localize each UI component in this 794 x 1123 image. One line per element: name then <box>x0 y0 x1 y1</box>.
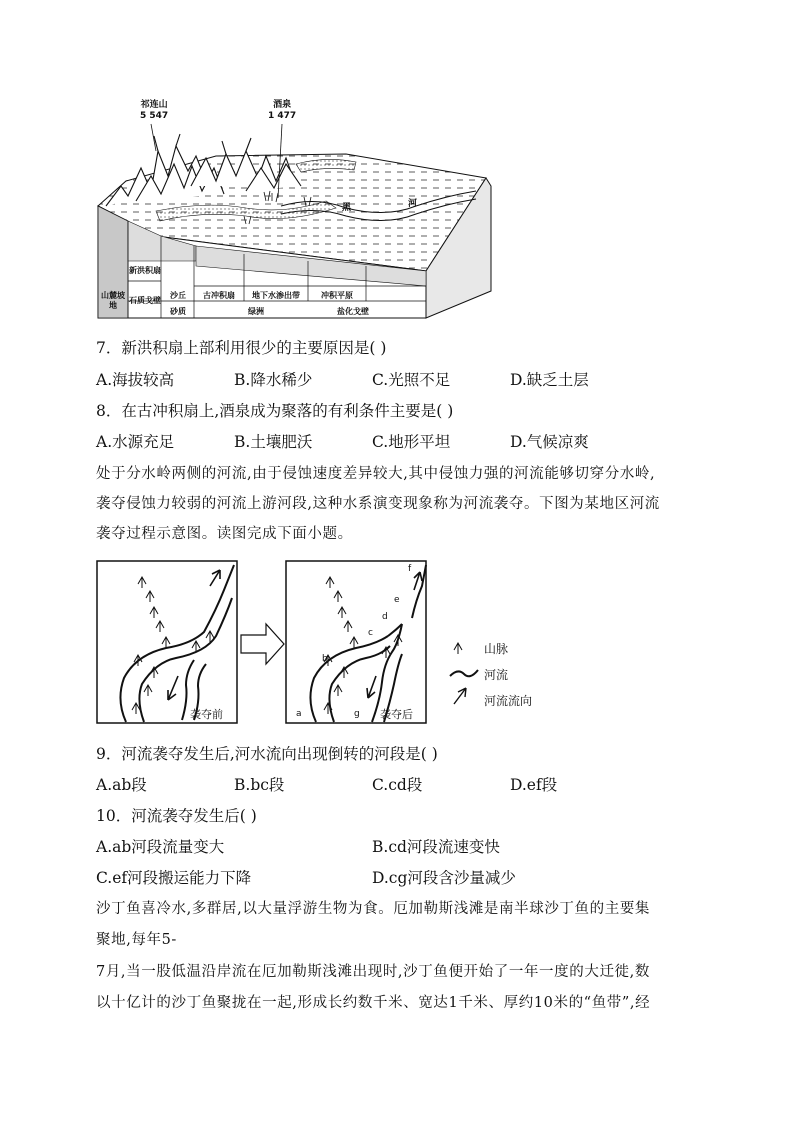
point-label-c: c <box>368 628 373 638</box>
zone-label: 古冲积扇 <box>203 291 235 300</box>
before-panel-frame <box>97 561 237 723</box>
zone-label: 地下水渗出带 <box>252 291 300 300</box>
passage-1-line: 袭夺过程示意图。读图完成下面小题。 <box>96 526 353 542</box>
peak-label-jiuquan <box>268 100 296 122</box>
point-label-f: f <box>408 564 412 574</box>
peak-height: 5 547 <box>140 111 169 121</box>
legend-river: 河流 <box>484 668 509 682</box>
q8-option-a[interactable]: A.水源充足 <box>96 433 175 451</box>
q7-option-d[interactable]: D.缺乏土层 <box>510 371 589 389</box>
q9-option-b[interactable]: B.bc段 <box>234 776 285 794</box>
q10-option-a[interactable]: A.ab河段流量变大 <box>96 838 225 856</box>
question-7-stem: 7．新洪积扇上部利用很少的主要原因是( ) <box>96 339 387 357</box>
q10-option-c[interactable]: C.ef河段搬运能力下降 <box>96 869 252 887</box>
q7-option-a[interactable]: A.海拔较高 <box>96 371 175 389</box>
zone-label: 冲积平原 <box>321 291 353 300</box>
passage-1-line: 处于分水岭两侧的河流,由于侵蚀速度差异较大,其中侵蚀力强的河流能够切穿分水岭, <box>96 466 656 482</box>
passage-2-line: 聚地,每年5- <box>96 932 177 948</box>
q9-option-a[interactable]: A.ab段 <box>96 776 147 794</box>
zone-label: 砂质 <box>170 307 186 316</box>
after-panel-frame <box>286 561 426 723</box>
point-label-e: e <box>394 595 400 605</box>
question-9-stem: 9．河流袭夺发生后,河水流向出现倒转的河段是( ) <box>96 745 438 763</box>
town-height: 1 477 <box>268 111 297 121</box>
river-capture-diagram <box>96 560 556 726</box>
after-label: 袭夺后 <box>380 708 413 721</box>
q10-option-d[interactable]: D.cg河段含沙量减少 <box>372 869 516 887</box>
q7-option-c[interactable]: C.光照不足 <box>372 371 451 389</box>
q8-option-d[interactable]: D.气候凉爽 <box>510 433 589 451</box>
question-8-stem: 8．在古冲积扇上,酒泉成为聚落的有利条件主要是( ) <box>96 402 454 420</box>
zone-label: 盐化戈壁 <box>337 307 369 316</box>
q10-option-b[interactable]: B.cd河段流速变快 <box>372 838 500 856</box>
point-label-d: d <box>382 612 388 622</box>
q9-option-c[interactable]: C.cd段 <box>372 776 423 794</box>
zone-label: 新洪积扇 <box>129 266 161 275</box>
legend-mountain: 山脉 <box>484 642 509 656</box>
point-label-b: b <box>322 654 328 664</box>
legend-flow-direction: 河流流向 <box>484 694 533 708</box>
point-label-a: a <box>296 709 302 719</box>
river-label-2: 河 <box>408 199 418 209</box>
river-label-1: 黑 <box>342 203 352 213</box>
passage-2-line: 沙丁鱼喜冷水,多群居,以大量浮游生物为食。厄加勒斯浅滩是南半球沙丁鱼的主要集 <box>96 901 651 917</box>
before-label: 袭夺前 <box>190 708 223 721</box>
zone-label: 石质戈壁 <box>129 296 161 305</box>
passage-2-line: 7月,当一股低温沿岸流在厄加勒斯浅滩出现时,沙丁鱼便开始了一年一度的大迁徙,数 <box>96 964 650 980</box>
q7-option-b[interactable]: B.降水稀少 <box>234 371 313 389</box>
zone-label: 山麓坡地 <box>101 291 125 310</box>
transition-arrow <box>241 624 284 664</box>
passage-2-line: 以十亿计的沙丁鱼聚拢在一起,形成长约数千米、宽达1千米、厚约10米的“鱼带”,经 <box>96 995 651 1011</box>
passage-1-line: 袭夺侵蚀力较弱的河流上游河段,这种水系演变现象称为河流袭夺。下图为某地区河流 <box>96 496 660 512</box>
zone-label: 绿洲 <box>248 307 264 316</box>
q9-option-d[interactable]: D.ef段 <box>510 776 558 794</box>
town-name: 酒泉 <box>273 100 292 110</box>
peak-label-qilian <box>140 100 168 122</box>
peak-name: 祁连山 <box>140 100 168 110</box>
q8-option-c[interactable]: C.地形平坦 <box>372 433 451 451</box>
q8-option-b[interactable]: B.土壤肥沃 <box>234 433 313 451</box>
zone-label: 沙丘 <box>170 291 186 300</box>
landform-block-diagram <box>96 96 496 326</box>
point-label-g: g <box>354 709 360 719</box>
question-10-stem: 10．河流袭夺发生后( ) <box>96 807 257 825</box>
